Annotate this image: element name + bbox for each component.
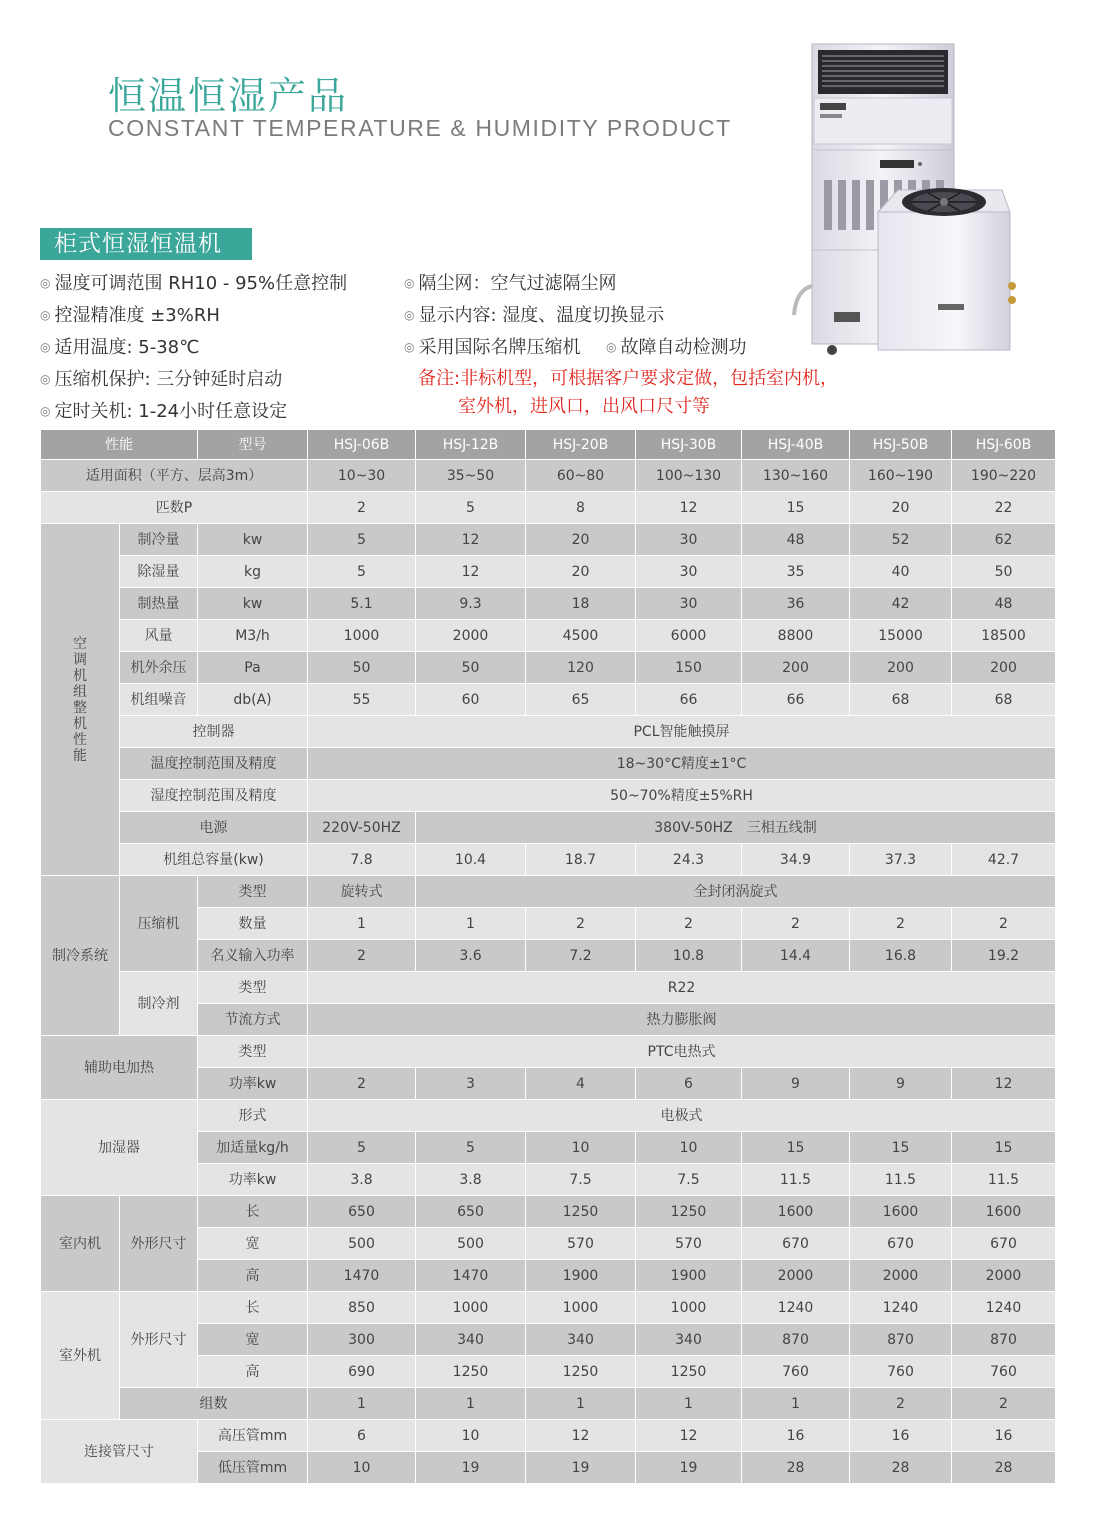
table-cell: 130~160: [742, 460, 850, 492]
row-label: 高压管mm: [198, 1420, 308, 1452]
table-cell: 16: [952, 1420, 1056, 1452]
table-cell: 30: [636, 588, 742, 620]
table-cell: 1250: [526, 1356, 636, 1388]
table-cell: 690: [308, 1356, 416, 1388]
table-cell: 30: [636, 524, 742, 556]
table-cell: 2: [742, 908, 850, 940]
spec-table: [40, 429, 1056, 1484]
group-label-char: 性: [73, 731, 87, 748]
table-cell: 66: [742, 684, 850, 716]
subgroup-label: 压缩机: [120, 876, 198, 972]
table-cell: 15: [742, 492, 850, 524]
bullet-icon: ◎: [40, 276, 51, 290]
header-model: 型号: [198, 430, 308, 460]
table-cell: 50: [952, 556, 1056, 588]
row-label: 宽: [198, 1228, 308, 1260]
table-cell: 2: [850, 908, 952, 940]
table-cell: 8800: [742, 620, 850, 652]
feature-text: 故障自动检测功: [620, 337, 747, 358]
table-cell: 220V-50HZ: [308, 812, 416, 844]
table-cell: 9: [742, 1068, 850, 1100]
table-cell: 10: [416, 1420, 526, 1452]
row-label: 长: [198, 1196, 308, 1228]
table-cell: 340: [416, 1324, 526, 1356]
table-cell: 190~220: [952, 460, 1056, 492]
header-performance: 性能: [41, 430, 198, 460]
table-cell: 3.8: [308, 1164, 416, 1196]
table-cell: 120: [526, 652, 636, 684]
table-cell: 16.8: [850, 940, 952, 972]
table-cell: 2000: [952, 1260, 1056, 1292]
group-label-aux: 辅助电加热: [41, 1036, 198, 1100]
table-cell: 42.7: [952, 844, 1056, 876]
row-label: 类型: [198, 1036, 308, 1068]
table-cell: 11.5: [742, 1164, 850, 1196]
section-title-badge: 柜式恒湿恒温机: [40, 228, 252, 260]
table-cell: 20: [850, 492, 952, 524]
table-cell: 12: [636, 1420, 742, 1452]
note-line-2: 室外机，进风口，出风口尺寸等: [458, 396, 710, 417]
row-label: 湿度控制范围及精度: [120, 780, 308, 812]
table-cell: 3: [416, 1068, 526, 1100]
table-cell: 670: [850, 1228, 952, 1260]
table-cell: 66: [636, 684, 742, 716]
header-model-name: HSJ-60B: [952, 430, 1056, 460]
group-label-char: 机: [73, 715, 87, 732]
table-cell: 22: [952, 492, 1056, 524]
table-cell: PTC电热式: [308, 1036, 1056, 1068]
row-label: 高: [198, 1260, 308, 1292]
row-label: 制热量: [120, 588, 198, 620]
row-label: 适用面积（平方、层高3m）: [41, 460, 308, 492]
feature-text: 适用温度: 5-38℃: [54, 337, 200, 358]
table-cell: 18.7: [526, 844, 636, 876]
table-cell: 6: [308, 1420, 416, 1452]
table-cell: 10: [526, 1132, 636, 1164]
feature-text: 压缩机保护: 三分钟延时启动: [54, 369, 283, 390]
table-cell: 1900: [636, 1260, 742, 1292]
table-cell: 50: [308, 652, 416, 684]
row-label: 名义输入功率: [198, 940, 308, 972]
header-model-name: HSJ-20B: [526, 430, 636, 460]
table-cell: 5: [416, 492, 526, 524]
table-cell: 11.5: [952, 1164, 1056, 1196]
group-label-char: 组: [73, 683, 87, 700]
table-cell: 35~50: [416, 460, 526, 492]
group-label-ac: [41, 524, 120, 876]
row-label: 除湿量: [120, 556, 198, 588]
bullet-icon: ◎: [40, 308, 51, 322]
table-cell: 62: [952, 524, 1056, 556]
row-unit: kg: [198, 556, 308, 588]
table-cell: 12: [526, 1420, 636, 1452]
table-cell: 10: [308, 1452, 416, 1484]
table-cell: 28: [952, 1452, 1056, 1484]
table-cell: 500: [416, 1228, 526, 1260]
group-label-humid: 加湿器: [41, 1100, 198, 1196]
table-cell: 18~30°C精度±1°C: [308, 748, 1056, 780]
table-cell: 100~130: [636, 460, 742, 492]
bullet-icon: ◎: [40, 372, 51, 386]
table-cell: 12: [416, 524, 526, 556]
table-cell: 670: [742, 1228, 850, 1260]
table-cell: 4500: [526, 620, 636, 652]
table-cell: 37.3: [850, 844, 952, 876]
row-label: 低压管mm: [198, 1452, 308, 1484]
row-label: 控制器: [120, 716, 308, 748]
table-cell: 5: [308, 524, 416, 556]
feature-item: [40, 303, 220, 328]
table-cell: 20: [526, 524, 636, 556]
table-cell: 48: [742, 524, 850, 556]
table-cell: PCL智能触摸屏: [308, 716, 1056, 748]
table-cell: 2: [636, 908, 742, 940]
table-cell: 2: [850, 1388, 952, 1420]
table-cell: 电极式: [308, 1100, 1056, 1132]
table-cell: 5: [308, 556, 416, 588]
table-cell: 1240: [850, 1292, 952, 1324]
table-cell: 650: [308, 1196, 416, 1228]
table-cell: 热力膨胀阀: [308, 1004, 1056, 1036]
table-cell: 6000: [636, 620, 742, 652]
table-cell: 12: [416, 556, 526, 588]
table-cell: 16: [742, 1420, 850, 1452]
table-cell: 1: [742, 1388, 850, 1420]
table-cell: 1250: [636, 1356, 742, 1388]
table-cell: 160~190: [850, 460, 952, 492]
table-cell: 65: [526, 684, 636, 716]
table-cell: 6: [636, 1068, 742, 1100]
table-cell: 20: [526, 556, 636, 588]
table-cell: 340: [636, 1324, 742, 1356]
row-label: 高: [198, 1356, 308, 1388]
table-cell: 60: [416, 684, 526, 716]
table-cell: 1: [416, 908, 526, 940]
row-unit: kw: [198, 524, 308, 556]
table-cell: 1600: [850, 1196, 952, 1228]
row-label: 数量: [198, 908, 308, 940]
row-label: 形式: [198, 1100, 308, 1132]
note-line-1: 备注:非标机型，可根据客户要求定做，包括室内机，: [418, 368, 839, 389]
table-cell: 5.1: [308, 588, 416, 620]
group-label-char: 能: [73, 747, 87, 764]
table-cell: 1: [526, 1388, 636, 1420]
table-cell: 1600: [952, 1196, 1056, 1228]
table-cell: 4: [526, 1068, 636, 1100]
row-label: 加适量kg/h: [198, 1132, 308, 1164]
row-label: 长: [198, 1292, 308, 1324]
feature-text: 隔尘网：空气过滤隔尘网: [418, 273, 617, 294]
table-cell: 30: [636, 556, 742, 588]
table-cell: 3.8: [416, 1164, 526, 1196]
table-cell: 1900: [526, 1260, 636, 1292]
table-cell: 1250: [526, 1196, 636, 1228]
table-cell: 200: [850, 652, 952, 684]
table-cell: 2: [526, 908, 636, 940]
table-cell: 1250: [416, 1356, 526, 1388]
table-cell: 2: [952, 908, 1056, 940]
group-label-indoor: 室内机: [41, 1196, 120, 1292]
table-cell: 10.8: [636, 940, 742, 972]
table-cell: 850: [308, 1292, 416, 1324]
table-cell: 670: [952, 1228, 1056, 1260]
table-cell: 19: [416, 1452, 526, 1484]
table-cell: 200: [952, 652, 1056, 684]
table-cell: 1: [416, 1388, 526, 1420]
feature-item: [40, 399, 287, 424]
table-cell: 870: [850, 1324, 952, 1356]
table-cell: 15: [742, 1132, 850, 1164]
table-cell: 24.3: [636, 844, 742, 876]
row-label: 风量: [120, 620, 198, 652]
table-cell: 2000: [742, 1260, 850, 1292]
table-cell: 1240: [742, 1292, 850, 1324]
table-cell: 48: [952, 588, 1056, 620]
group-label-char: 调: [73, 651, 87, 668]
row-label: 节流方式: [198, 1004, 308, 1036]
table-cell: 11.5: [850, 1164, 952, 1196]
header-model-name: HSJ-06B: [308, 430, 416, 460]
feature-text: 显示内容: 湿度、温度切换显示: [418, 305, 665, 326]
table-cell: 15: [850, 1132, 952, 1164]
feature-text: 定时关机: 1-24小时任意设定: [54, 401, 288, 422]
table-cell: 150: [636, 652, 742, 684]
table-cell: 全封闭涡旋式: [416, 876, 1056, 908]
row-label: 类型: [198, 876, 308, 908]
table-cell: 35: [742, 556, 850, 588]
table-cell: 52: [850, 524, 952, 556]
table-cell: 16: [850, 1420, 952, 1452]
row-label: 温度控制范围及精度: [120, 748, 308, 780]
row-label: 电源: [120, 812, 308, 844]
feature-text: 控湿精准度 ±3%RH: [54, 305, 220, 326]
table-cell: 19: [636, 1452, 742, 1484]
row-label: 制冷量: [120, 524, 198, 556]
row-label: 机组总容量(kw): [120, 844, 308, 876]
row-label: 功率kw: [198, 1164, 308, 1196]
table-cell: 14.4: [742, 940, 850, 972]
table-cell: 12: [952, 1068, 1056, 1100]
table-cell: 1600: [742, 1196, 850, 1228]
subgroup-label: 制冷剂: [120, 972, 198, 1036]
row-unit: Pa: [198, 652, 308, 684]
table-cell: 7.2: [526, 940, 636, 972]
table-cell: 500: [308, 1228, 416, 1260]
table-cell: 10~30: [308, 460, 416, 492]
table-cell: 9: [850, 1068, 952, 1100]
table-cell: R22: [308, 972, 1056, 1004]
group-label-pipe: 连接管尺寸: [41, 1420, 198, 1484]
bullet-icon: ◎: [606, 340, 617, 354]
table-cell: 19.2: [952, 940, 1056, 972]
row-label: 组数: [120, 1388, 308, 1420]
table-cell: 650: [416, 1196, 526, 1228]
group-label-char: 整: [73, 699, 87, 716]
table-cell: 15000: [850, 620, 952, 652]
group-label-char: 机: [73, 667, 87, 684]
table-cell: 5: [416, 1132, 526, 1164]
row-unit: M3/h: [198, 620, 308, 652]
feature-item: [606, 335, 756, 360]
table-cell: 1: [308, 1388, 416, 1420]
table-cell: 2000: [416, 620, 526, 652]
table-cell: 36: [742, 588, 850, 620]
feature-item: [404, 335, 580, 360]
group-label-char: 空: [73, 635, 87, 652]
bullet-icon: ◎: [404, 276, 415, 290]
page-subtitle: CONSTANT TEMPERATURE & HUMIDITY PRODUCT: [108, 115, 732, 141]
table-cell: 1000: [526, 1292, 636, 1324]
feature-text: 采用国际名牌压缩机: [418, 337, 581, 358]
table-cell: 1000: [636, 1292, 742, 1324]
table-cell: 2: [952, 1388, 1056, 1420]
row-unit: kw: [198, 588, 308, 620]
table-cell: 1000: [416, 1292, 526, 1324]
table-cell: 28: [850, 1452, 952, 1484]
feature-item: [404, 303, 664, 328]
bullet-icon: ◎: [404, 308, 415, 322]
row-label: 宽: [198, 1324, 308, 1356]
table-cell: 2: [308, 940, 416, 972]
feature-item: [40, 335, 199, 360]
table-cell: 12: [636, 492, 742, 524]
table-cell: 340: [526, 1324, 636, 1356]
table-cell: 7.8: [308, 844, 416, 876]
bullet-icon: ◎: [40, 404, 51, 418]
table-cell: 60~80: [526, 460, 636, 492]
table-cell: 5: [308, 1132, 416, 1164]
table-cell: 2000: [850, 1260, 952, 1292]
row-label: 机组噪音: [120, 684, 198, 716]
bullet-icon: ◎: [40, 340, 51, 354]
table-cell: 300: [308, 1324, 416, 1356]
table-cell: 68: [850, 684, 952, 716]
table-cell: 2: [308, 492, 416, 524]
table-cell: 10: [636, 1132, 742, 1164]
table-cell: 3.6: [416, 940, 526, 972]
table-cell: 34.9: [742, 844, 850, 876]
header-model-name: HSJ-40B: [742, 430, 850, 460]
group-label-refrig: 制冷系统: [41, 876, 120, 1036]
table-cell: 1: [636, 1388, 742, 1420]
header-model-name: HSJ-50B: [850, 430, 952, 460]
table-cell: 1470: [308, 1260, 416, 1292]
page-title: 恒温恒湿产品: [108, 74, 349, 118]
table-cell: 18: [526, 588, 636, 620]
subgroup-label: 外形尺寸: [120, 1292, 198, 1388]
table-cell: 42: [850, 588, 952, 620]
subgroup-label: 外形尺寸: [120, 1196, 198, 1292]
table-cell: 760: [850, 1356, 952, 1388]
table-cell: 9.3: [416, 588, 526, 620]
table-cell: 1250: [636, 1196, 742, 1228]
header-model-name: HSJ-12B: [416, 430, 526, 460]
table-cell: 760: [742, 1356, 850, 1388]
table-cell: 19: [526, 1452, 636, 1484]
feature-item: [40, 367, 282, 392]
feature-item: [404, 271, 616, 296]
header-model-name: HSJ-30B: [636, 430, 742, 460]
table-cell: 55: [308, 684, 416, 716]
table-cell: 1470: [416, 1260, 526, 1292]
table-cell: 68: [952, 684, 1056, 716]
table-cell: 18500: [952, 620, 1056, 652]
table-cell: 7.5: [526, 1164, 636, 1196]
table-cell: 50~70%精度±5%RH: [308, 780, 1056, 812]
table-cell: 旋转式: [308, 876, 416, 908]
table-cell: 2: [308, 1068, 416, 1100]
table-cell: 7.5: [636, 1164, 742, 1196]
product-image: [788, 40, 1060, 358]
row-label: 功率kw: [198, 1068, 308, 1100]
row-label: 类型: [198, 972, 308, 1004]
table-cell: 570: [526, 1228, 636, 1260]
row-label: 机外余压: [120, 652, 198, 684]
table-cell: 870: [952, 1324, 1056, 1356]
table-cell: 40: [850, 556, 952, 588]
table-cell: 1000: [308, 620, 416, 652]
row-unit: db(A): [198, 684, 308, 716]
table-cell: 15: [952, 1132, 1056, 1164]
table-cell: 10.4: [416, 844, 526, 876]
table-cell: 1240: [952, 1292, 1056, 1324]
table-cell: 8: [526, 492, 636, 524]
table-cell: 1: [308, 908, 416, 940]
bullet-icon: ◎: [404, 340, 415, 354]
row-label: 匹数P: [41, 492, 308, 524]
table-cell: 28: [742, 1452, 850, 1484]
feature-text: 湿度可调范围 RH10 - 95%任意控制: [54, 273, 348, 294]
table-cell: 570: [636, 1228, 742, 1260]
table-cell: 200: [742, 652, 850, 684]
table-cell: 760: [952, 1356, 1056, 1388]
group-label-outdoor: 室外机: [41, 1292, 120, 1420]
feature-item: [40, 271, 347, 296]
table-cell: 870: [742, 1324, 850, 1356]
table-cell: 50: [416, 652, 526, 684]
table-cell: 380V-50HZ 三相五线制: [416, 812, 1056, 844]
